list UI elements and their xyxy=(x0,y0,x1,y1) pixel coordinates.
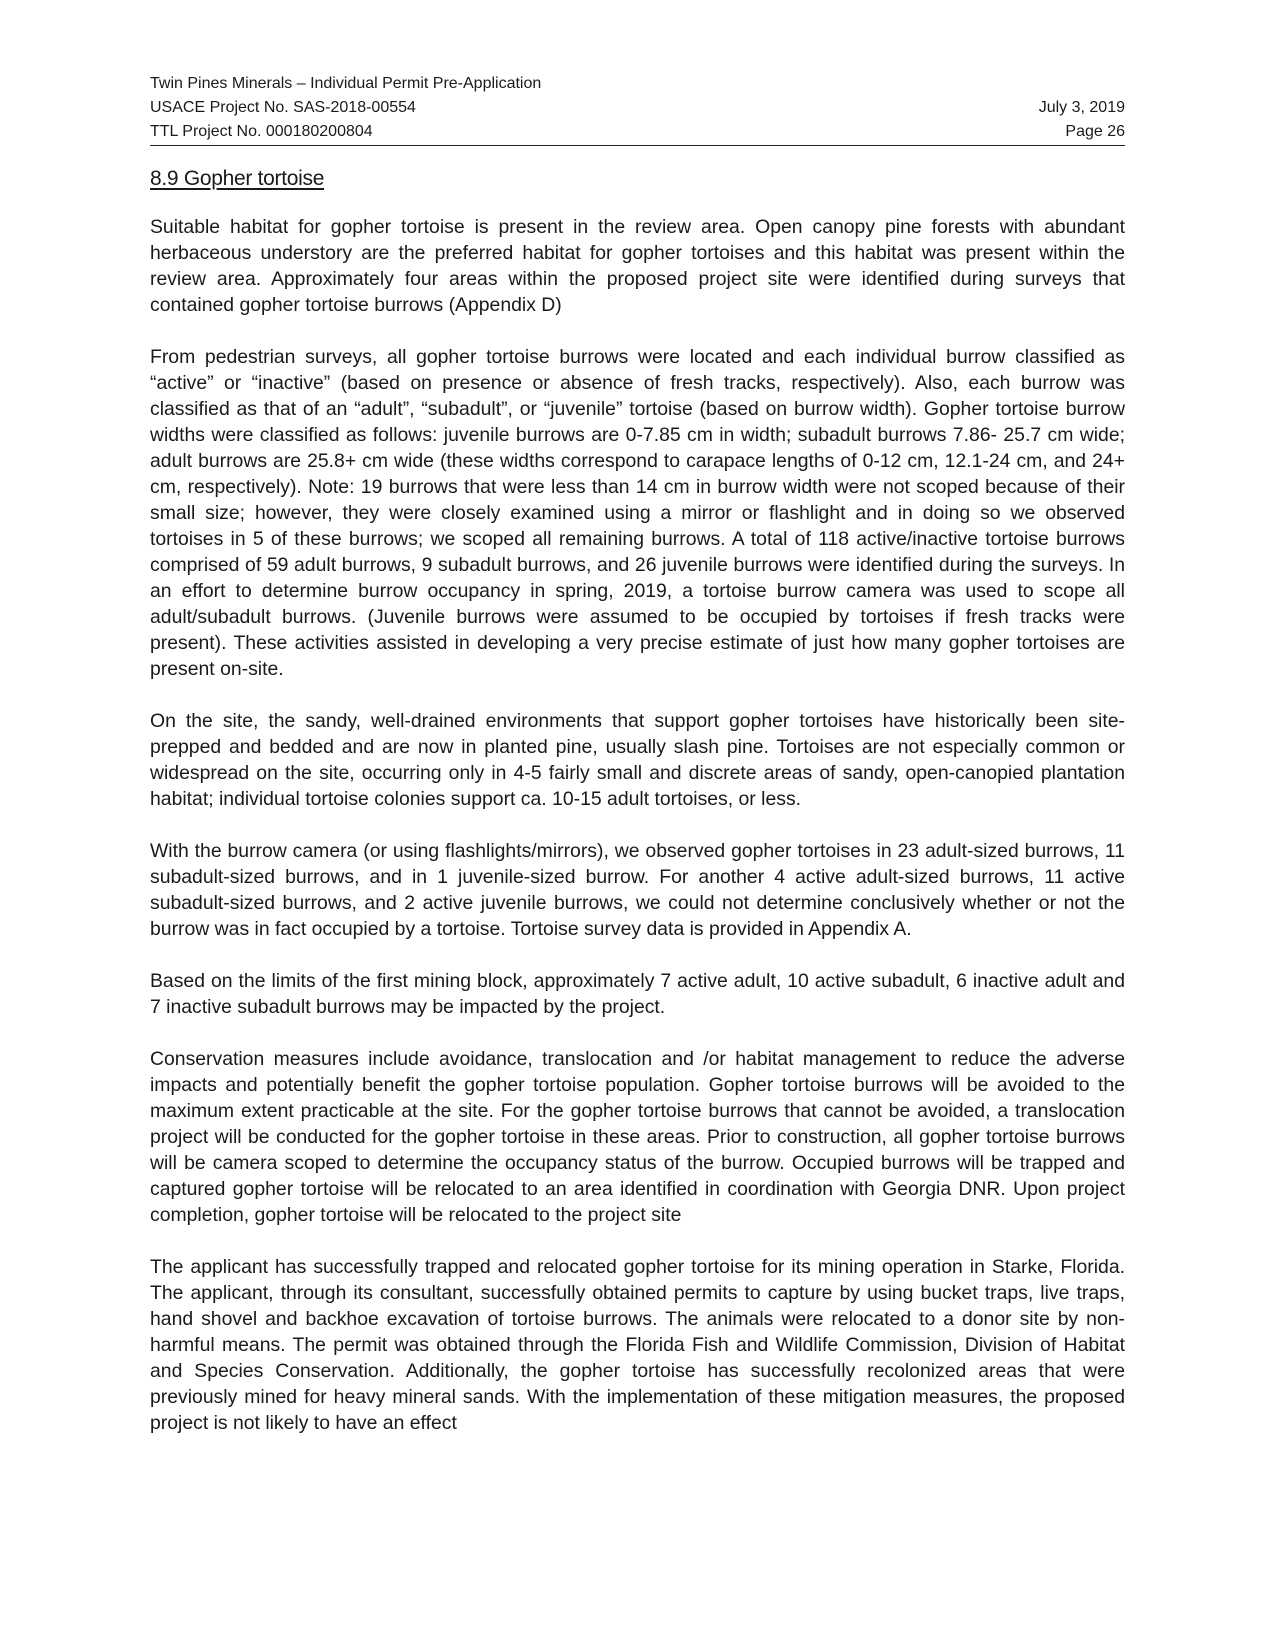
header-usace-project-number: USACE Project No. SAS-2018-00554 xyxy=(150,99,416,116)
paragraph-site-environment: On the site, the sandy, well-drained environments that support gopher tortoises have historically been site-prepped and bedded and are now in planted pine, usually slash pine. Tortoises are not especially common or widespread on the site, occurring only in 4-5 fairly small and discrete areas of sandy, open-canopied plantation habitat; individual tortoise colonies support ca. 10-15 adult tortoises, or less. xyxy=(150,710,1125,810)
page-header xyxy=(150,72,1125,146)
header-row-1 xyxy=(150,72,1125,96)
paragraph-relocation-history: The applicant has successfully trapped and relocated gopher tortoise for its mining operation in Starke, Florida. The applicant, through its consultant, successfully obtained permits to capture by using bucket traps, live traps, hand shovel and backhoe excavation of tortoise burrows. The animals were relocated to a donor site by non-harmful means. The permit was obtained through the Florida Fish and Wildlife Commission, Division of Habitat and Species Conservation. Additionally, the gopher tortoise has successfully recolonized areas that were previously mined for heavy mineral sands. With the implementation of these mitigation measures, the proposed project is not likely to have an effect xyxy=(150,1256,1125,1434)
document-page xyxy=(150,72,1125,1462)
paragraph-mining-block-impacts: Based on the limits of the first mining block, approximately 7 active adult, 10 active subadult, 6 inactive adult and 7 inactive subadult burrows may be impacted by the project. xyxy=(150,970,1125,1018)
header-document-title: Twin Pines Minerals – Individual Permit Pre-Application xyxy=(150,75,542,92)
paragraph-burrow-camera: With the burrow camera (or using flashlights/mirrors), we observed gopher tortoises in 23 adult-sized burrows, 11 subadult-sized burrows, and in 1 juvenile-sized burrow. For another 4 active adult-sized burrows, 11 active subadult-sized burrows, and 2 active juvenile burrows, we could not determine conclusively whether or not the burrow was in fact occupied by a tortoise. Tortoise survey data is provided in Appendix A. xyxy=(150,840,1125,940)
section-body xyxy=(150,214,1125,1436)
paragraph-surveys: From pedestrian surveys, all gopher tortoise burrows were located and each individual burrow classified as “active” or “inactive” (based on presence or absence of fresh tracks, respectively). Also, each burrow was classified as that of an “adult”, “subadult”, or “juvenile” tortoise (based on burrow width). Gopher tortoise burrow widths were classified as follows: juvenile burrows are 0-7.85 cm in width; subadult burrows 7.86- 25.7 cm wide; adult burrows are 25.8+ cm wide (these widths correspond to carapace lengths of 0-12 cm, 12.1-24 cm, and 24+ cm, respectively). Note: 19 burrows that were less than 14 cm in burrow width were not scoped because of their small size; however, they were closely examined using a mirror or flashlight and in doing so we observed tortoises in 5 of these burrows; we scoped all remaining burrows. A total of 118 active/inactive tortoise burrows comprised of 59 adult burrows, 9 subadult burrows, and 26 juvenile burrows were identified during the surveys. In an effort to determine burrow occupancy in spring, 2019, a tortoise burrow camera was used to scope all adult/subadult burrows. (Juvenile burrows were assumed to be occupied by tortoises if fresh tracks were present). These activities assisted in developing a very precise estimate of just how many gopher tortoises are present on-site. xyxy=(150,346,1125,680)
header-date: July 3, 2019 xyxy=(1038,99,1125,116)
header-row-2 xyxy=(150,96,1125,120)
header-ttl-project-number: TTL Project No. 000180200804 xyxy=(150,123,373,140)
header-page-number: Page 26 xyxy=(1065,123,1125,140)
header-row-3 xyxy=(150,120,1125,144)
paragraph-habitat: Suitable habitat for gopher tortoise is present in the review area. Open canopy pine forests with abundant herbaceous understory are the preferred habitat for gopher tortoises and this habitat was present within the review area. Approximately four areas within the proposed project site were identified during surveys that contained gopher tortoise burrows (Appendix D) xyxy=(150,216,1125,316)
section-heading: 8.9 Gopher tortoise xyxy=(150,167,325,190)
paragraph-conservation-measures: Conservation measures include avoidance, translocation and /or habitat management to reduce the adverse impacts and potentially benefit the gopher tortoise population. Gopher tortoise burrows will be avoided to the maximum extent practicable at the site. For the gopher tortoise burrows that cannot be avoided, a translocation project will be conducted for the gopher tortoise in these areas. Prior to construction, all gopher tortoise burrows will be camera scoped to determine the occupancy status of the burrow. Occupied burrows will be trapped and captured gopher tortoise will be relocated to an area identified in coordination with Georgia DNR. Upon project completion, gopher tortoise will be relocated to the project site xyxy=(150,1048,1125,1226)
